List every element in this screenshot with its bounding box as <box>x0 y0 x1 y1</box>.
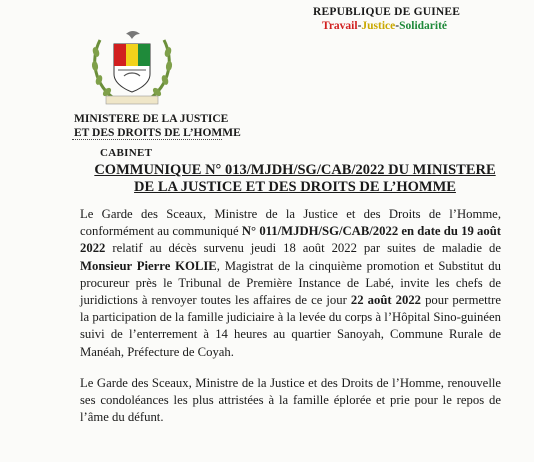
p1-reference-bold: N° 011/MJDH/SG/CAB/2022 en date du 19 août 2022 <box>80 224 501 256</box>
cabinet-label: CABINET <box>100 147 153 159</box>
motto-sep-1: - <box>357 20 362 32</box>
guinea-coat-of-arms-icon <box>86 30 178 110</box>
header-divider <box>72 139 222 140</box>
title-line-2: DE LA JUSTICE ET DES DROITS DE L’HOMME <box>134 179 456 195</box>
p1-text-2: relatif au décès survenu jeudi 18 août 2022 par suites de maladie de <box>105 241 501 256</box>
country-name: REPUBLIQUE DE GUINEE <box>313 6 461 18</box>
motto-part-1: Travail <box>322 20 358 32</box>
motto-part-2: Justice <box>361 20 396 32</box>
p1-text-3: , Magistrat de la cinquième promotion et Substitut du procureur près le Tribunal de Première Instance de Labé, invite les chefs de juridictions à renvoyer toutes les affaires de ce jour <box>80 258 501 308</box>
motto-sep-2: - <box>395 20 400 32</box>
national-motto <box>322 20 447 32</box>
p1-date-bold: 22 août 2022 <box>350 293 422 308</box>
ministry-name <box>74 112 241 140</box>
p1-text-1: Le Garde des Sceaux, Ministre de la Justice et des Droits de l’Homme, conformément au communiqué <box>80 207 501 239</box>
title-line-1: COMMUNIQUE N° 013/MJDH/SG/CAB/2022 DU MINISTERE <box>94 162 496 178</box>
communique-paragraph-2: Le Garde des Sceaux, Ministre de la Justice et des Droits de l’Homme, renouvelle ses condoléances les plus attristées à la famille éplorée et prie pour le repos de l’âme du défunt. <box>80 376 501 425</box>
p1-deceased-name: Monsieur Pierre KOLIE <box>80 258 217 273</box>
p1-text-4: pour permettre la participation de la famille judiciaire à la levée du corps à l’Hôpital Sino-guinéen suivi de l’enterrement à 14 heures au quartier Sanoyah, Commune Rurale de Manéah, Préfecture de Coyah. <box>80 293 502 359</box>
motto-part-3: Solidarité <box>399 20 448 32</box>
ministry-line-2: ET DES DROITS DE L’HOMME <box>74 127 241 139</box>
communique-title <box>80 162 510 196</box>
communique-paragraph-1 <box>80 206 501 361</box>
ministry-line-1: MINISTERE DE LA JUSTICE <box>74 113 229 125</box>
